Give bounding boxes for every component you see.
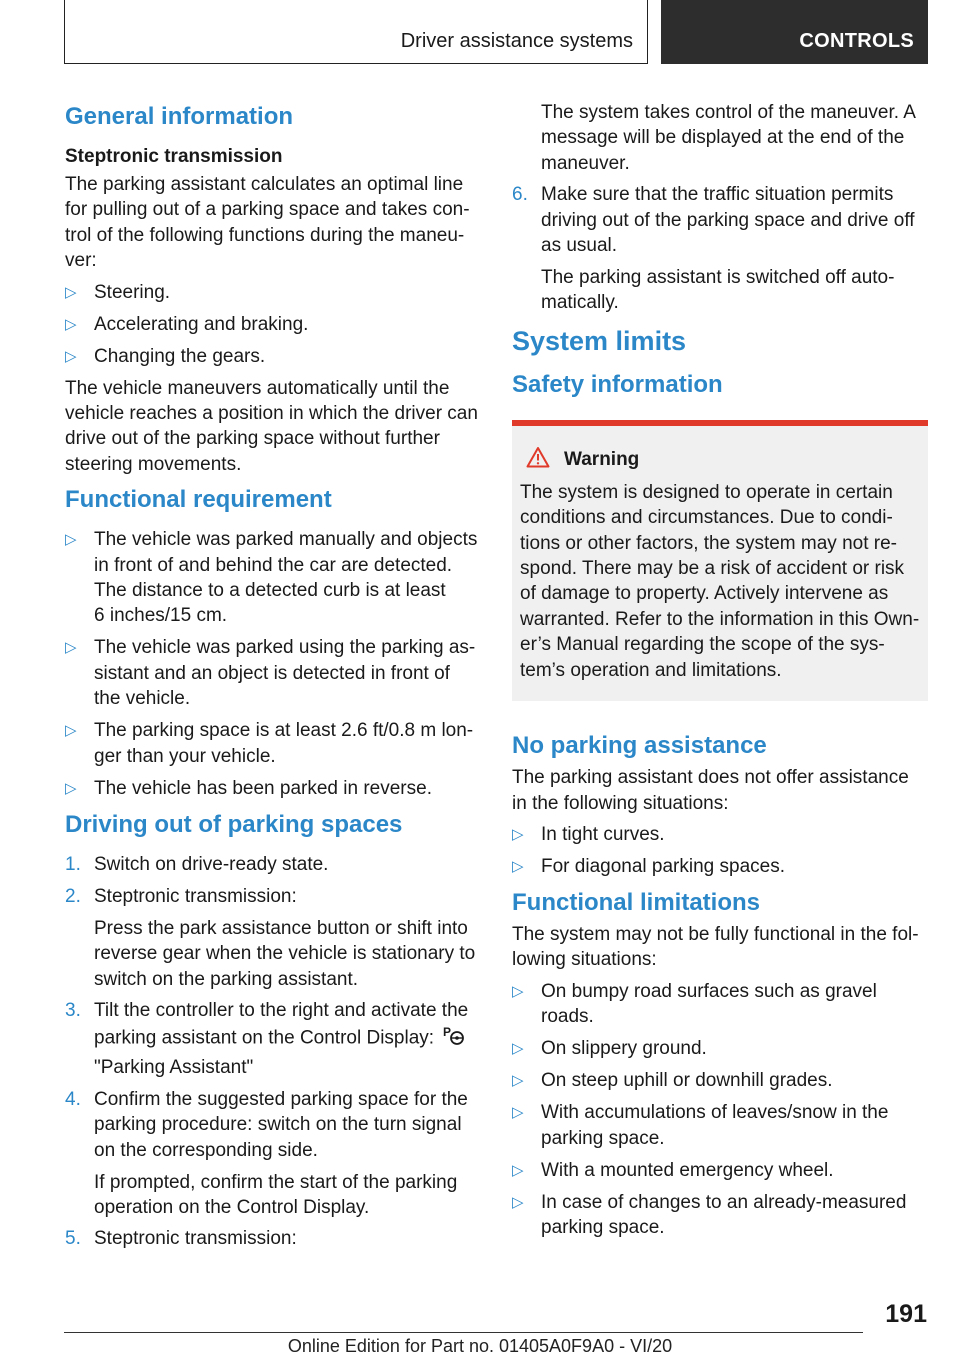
- header-chapter-box: [661, 0, 928, 64]
- list-item: ▷ Changing the gears.: [65, 344, 479, 369]
- list-item: ▷ Accelerating and braking.: [65, 312, 479, 337]
- triangle-bullet-icon: ▷: [512, 1040, 524, 1058]
- driving-steps-list-end: [65, 1226, 479, 1251]
- step-5-detail: The system takes control of the maneuver. A message will be displayed at the end of the maneuver.: [541, 102, 916, 174]
- warning-box: [512, 420, 928, 701]
- list-item: ▷ On steep uphill or downhill grades.: [512, 1068, 928, 1093]
- driving-steps-list: [65, 852, 479, 909]
- triangle-bullet-icon: ▷: [512, 857, 524, 875]
- list-item: ▷ With a mounted emergency wheel.: [512, 1158, 928, 1183]
- parking-assistant-icon: [442, 1023, 468, 1054]
- list-item: ▷ The vehicle was parked manually and objects in front of and behind the car are detected. The distance to a detected curb is at least 6 inches/15 cm.: [65, 529, 478, 627]
- functions-list: [65, 280, 479, 369]
- functional-requirement-heading: Functional requirement: [65, 486, 332, 514]
- step-item: 1. Switch on drive-ready state.: [65, 853, 329, 875]
- triangle-bullet-icon: ▷: [512, 1193, 524, 1211]
- triangle-bullet-icon: ▷: [65, 531, 77, 549]
- intro-paragraph: The parking assistant calculates an optimal line for pulling out of a parking space and takes con‐ trol of the following functions during the maneu‐ ver:: [65, 174, 470, 272]
- list-item: ▷ For diagonal parking spaces.: [512, 854, 928, 879]
- list-item: ▷ The vehicle was parked using the parking as‐ sistant and an object is detected in front of the vehicle.: [65, 637, 476, 710]
- page-number: 191: [885, 1300, 927, 1328]
- warning-title: Warning: [520, 446, 920, 474]
- triangle-bullet-icon: ▷: [65, 722, 77, 740]
- driving-out-heading: Driving out of parking spaces: [65, 810, 403, 838]
- right-column: [512, 100, 928, 1247]
- triangle-bullet-icon: ▷: [65, 283, 77, 301]
- triangle-bullet-icon: ▷: [65, 779, 77, 797]
- no-parking-assistance-heading: No parking assistance: [512, 732, 767, 760]
- triangle-bullet-icon: ▷: [65, 315, 77, 333]
- list-item: ▷ In tight curves.: [512, 822, 928, 847]
- triangle-bullet-icon: ▷: [512, 1072, 524, 1090]
- list-item: ▷ On slippery ground.: [512, 1036, 928, 1061]
- no-assistance-list: [512, 822, 928, 879]
- list-item: ▷ On bumpy road surfaces such as gravel roads.: [512, 980, 877, 1028]
- requirements-list: [65, 527, 479, 801]
- step-item: 3. Tilt the controller to the right and activate the parking assistant on the Control Display: P "Parking Assistant": [65, 999, 469, 1078]
- step-6-detail: The parking assistant is switched off auto‐ matically.: [541, 267, 895, 314]
- no-assistance-paragraph: The parking assistant does not offer assistance in the following situations:: [512, 767, 909, 814]
- triangle-bullet-icon: ▷: [512, 825, 524, 843]
- general-information-heading: General information: [65, 103, 294, 130]
- footer-divider: [64, 1332, 863, 1333]
- triangle-bullet-icon: ▷: [512, 982, 524, 1000]
- list-item: ▷ With accumulations of leaves/snow in the parking space.: [512, 1102, 889, 1149]
- driving-steps-list-right: [512, 182, 928, 258]
- triangle-bullet-icon: ▷: [65, 639, 77, 657]
- step-4-detail: If prompted, confirm the start of the parking operation on the Control Display.: [94, 1171, 458, 1218]
- limitations-list: [512, 979, 928, 1241]
- left-column: [65, 100, 479, 1258]
- list-item: ▷ The parking space is at least 2.6 ft/0.8 m lon‐ ger than your vehicle.: [65, 720, 474, 767]
- functional-limitations-heading: Functional limitations: [512, 888, 761, 916]
- step-item: 2. Steptronic transmission:: [65, 885, 297, 907]
- svg-text:P: P: [443, 1025, 452, 1040]
- header-section-box: [64, 0, 648, 64]
- triangle-bullet-icon: ▷: [512, 1161, 524, 1179]
- header-chapter-title: CONTROLS: [799, 30, 914, 52]
- list-item: ▷ The vehicle has been parked in reverse.: [65, 776, 479, 801]
- maneuver-paragraph: The vehicle maneuvers automatically until the vehicle reaches a position in which the driver can drive out of the parking space without further steering movements.: [65, 377, 478, 475]
- list-item: ▷ In case of changes to an already-measured parking space.: [512, 1191, 907, 1238]
- triangle-bullet-icon: ▷: [512, 1104, 524, 1122]
- list-item: ▷ Steering.: [65, 280, 479, 305]
- step-2-detail: Press the park assistance button or shift into reverse gear when the vehicle is stationary to switch on the parking assistant.: [94, 917, 476, 990]
- header-section-title: Driver assistance systems: [400, 30, 633, 52]
- system-limits-heading: System limits: [512, 325, 687, 356]
- driving-steps-list-cont: [65, 998, 479, 1163]
- page-header: [64, 0, 928, 66]
- step-item: 4. Confirm the suggested parking space for the parking procedure: switch on the turn signal on the corresponding side.: [65, 1088, 468, 1161]
- limitations-paragraph: The system may not be fully functional in the fol‐ lowing situations:: [512, 923, 919, 971]
- steptronic-heading: Steptronic transmission: [65, 146, 283, 167]
- safety-information-heading: Safety information: [512, 370, 723, 398]
- warning-triangle-icon: [526, 446, 564, 474]
- step-item: 6. Make sure that the traffic situation permits driving out of the parking space and drive off as usual.: [512, 184, 915, 257]
- triangle-bullet-icon: ▷: [65, 347, 77, 365]
- warning-text: The system is designed to operate in certain conditions and circumstances. Due to condi‐ tions or other factors, the system may not re‐ spond. There may be a risk of accident or risk of damage to property. Actively intervene as warranted. Refer to the information in this Own‐ er’s Manual regarding the scope of the sys‐ tem’s operation and limitations.: [520, 481, 920, 681]
- step-item: 5. Steptronic transmission:: [65, 1228, 297, 1250]
- edition-note: Online Edition for Part no. 01405A0F9A0 - VI/20: [287, 1336, 673, 1356]
